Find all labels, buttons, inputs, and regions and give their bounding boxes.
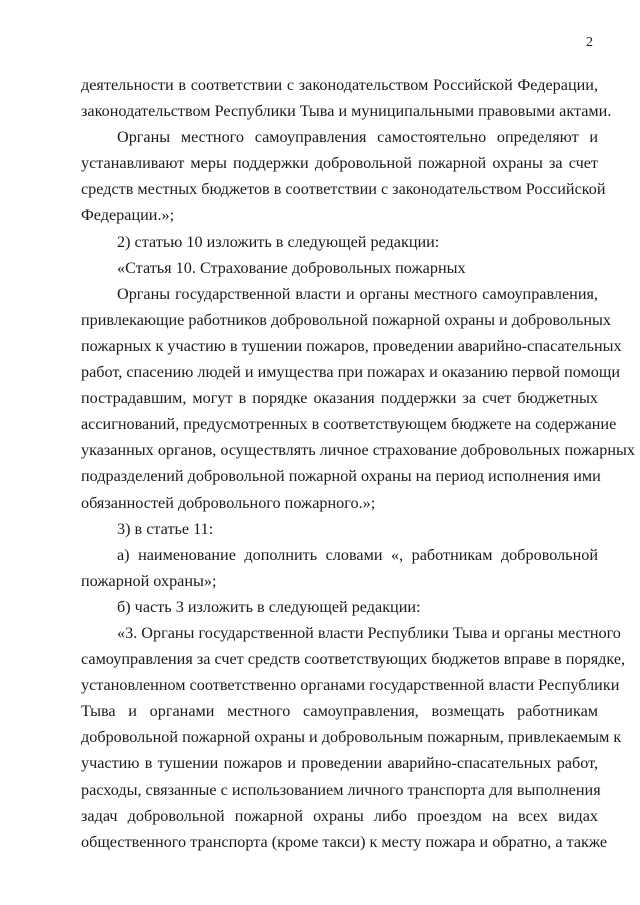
text-line: «Статья 10. Страхование добровольных пожарных [117, 258, 466, 277]
text-line: деятельности в соответствии с законодательством Российской Федерации, [81, 76, 598, 94]
text-line: добровольной пожарной охраны и добровольным пожарным, привлекаемым к [81, 728, 622, 747]
text-line: указанных органов, осуществлять личное страхование добровольных пожарных [81, 441, 635, 460]
text-line: работ, спасению людей и имущества при пожарах и оказанию первой помощи [81, 363, 621, 382]
text-line: а) наименование дополнить словами «, работникам добровольной [117, 545, 598, 564]
text-line: установленном соответственно органами государственной власти Республики [81, 676, 620, 695]
text-line: б) часть 3 изложить в следующей редакции: [117, 597, 421, 616]
text-line: подразделений добровольной пожарной охраны на период исполнения ими [81, 467, 601, 486]
text-line: обязанностей добровольного пожарного.»; [81, 493, 376, 512]
text-line: Федерации.»; [81, 206, 175, 225]
text-line: Тыва и органами местного самоуправления, возмещать работникам [81, 702, 598, 721]
text-line: Органы местного самоуправления самостоятельно определяют и [117, 128, 598, 147]
text-line: средств местных бюджетов в соответствии с законодательством Российской [81, 180, 606, 199]
text-line: устанавливают меры поддержки добровольной пожарной охраны за счет [81, 154, 598, 173]
text-line: ассигнований, предусмотренных в соответствующем бюджете на содержание [81, 415, 617, 434]
text-line: «3. Органы государственной власти Республики Тыва и органы местного [117, 623, 621, 642]
text-line: 3) в статье 11: [117, 519, 214, 538]
text-line: общественного транспорта (кроме такси) к месту пожара и обратно, а также [81, 832, 608, 851]
text-line: пожарной охраны»; [81, 571, 217, 590]
page-number: 2 [586, 35, 593, 50]
text-line: законодательством Республики Тыва и муниципальными правовыми актами. [81, 102, 612, 121]
text-line: участию в тушении пожаров и проведении аварийно-спасательных работ, [81, 754, 598, 773]
text-line: самоуправления за счет средств соответствующих бюджетов вправе в порядке, [81, 650, 626, 669]
text-line: задач добровольной пожарной охраны либо проездом на всех видах [81, 806, 598, 825]
text-line: расходы, связанные с использованием личного транспорта для выполнения [81, 780, 601, 799]
document-body [81, 72, 635, 855]
text-line: пожарных к участию в тушении пожаров, проведении аварийно-спасательных [81, 336, 622, 355]
text-line: привлекающие работников добровольной пожарной охраны и добровольных [81, 310, 611, 329]
text-line: пострадавшим, могут в порядке оказания поддержки за счет бюджетных [81, 389, 598, 408]
text-line: 2) статью 10 изложить в следующей редакции: [117, 232, 440, 251]
text-line: Органы государственной власти и органы местного самоуправления, [117, 284, 598, 303]
